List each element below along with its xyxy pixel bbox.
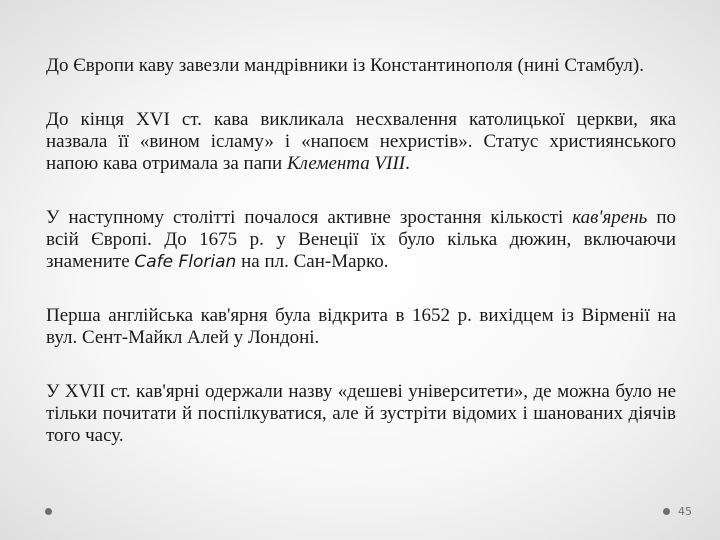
paragraph-penny-universities: У XVII ст. кав'ярні одержали назву «дешеві університети», де можна було не тільки почитати й поспілкуватися, але й зустріти відомих і шанованих діячів того часу. (46, 381, 676, 446)
page-number: 45 (678, 505, 692, 518)
cafe-florian-name: Cafe Florian (134, 252, 237, 272)
paragraph-text: До кінця XVI ст. кава викликала несхвалення католицької церкви, яка назвала її «вином ісламу» і «напоєм нехристів». Статус християнського напою кава отримала за папи (46, 109, 676, 174)
paragraph-coffeehouse-growth (46, 207, 676, 273)
coffeehouse-term: кав'ярень (572, 207, 648, 228)
paragraph-first-english-coffeehouse: Перша англійська кав'ярня була відкрита в 1652 р. вихідцем із Вірменії на вул. Сент-Майкл Алей у Лондоні. (46, 305, 676, 348)
right-bullet-dot (663, 508, 670, 515)
pope-name: Клемента VIII (286, 153, 406, 174)
paragraph-text: . (405, 153, 410, 174)
paragraph-text: У наступному столітті почалося активне зростання кількості (46, 207, 573, 228)
slide-content (46, 55, 676, 447)
paragraph-text: по всій Європі. До 1675 р. у Венеції їх було кілька дюжин, включаючи знамените (46, 207, 677, 272)
left-bullet-dot (45, 508, 52, 515)
paragraph-europe-arrival: До Європи каву завезли мандрівники із Константинополя (нині Стамбул). (46, 55, 644, 76)
paragraph-church-disapproval (46, 109, 676, 175)
paragraph-text: на пл. Сан-Марко. (236, 251, 389, 272)
